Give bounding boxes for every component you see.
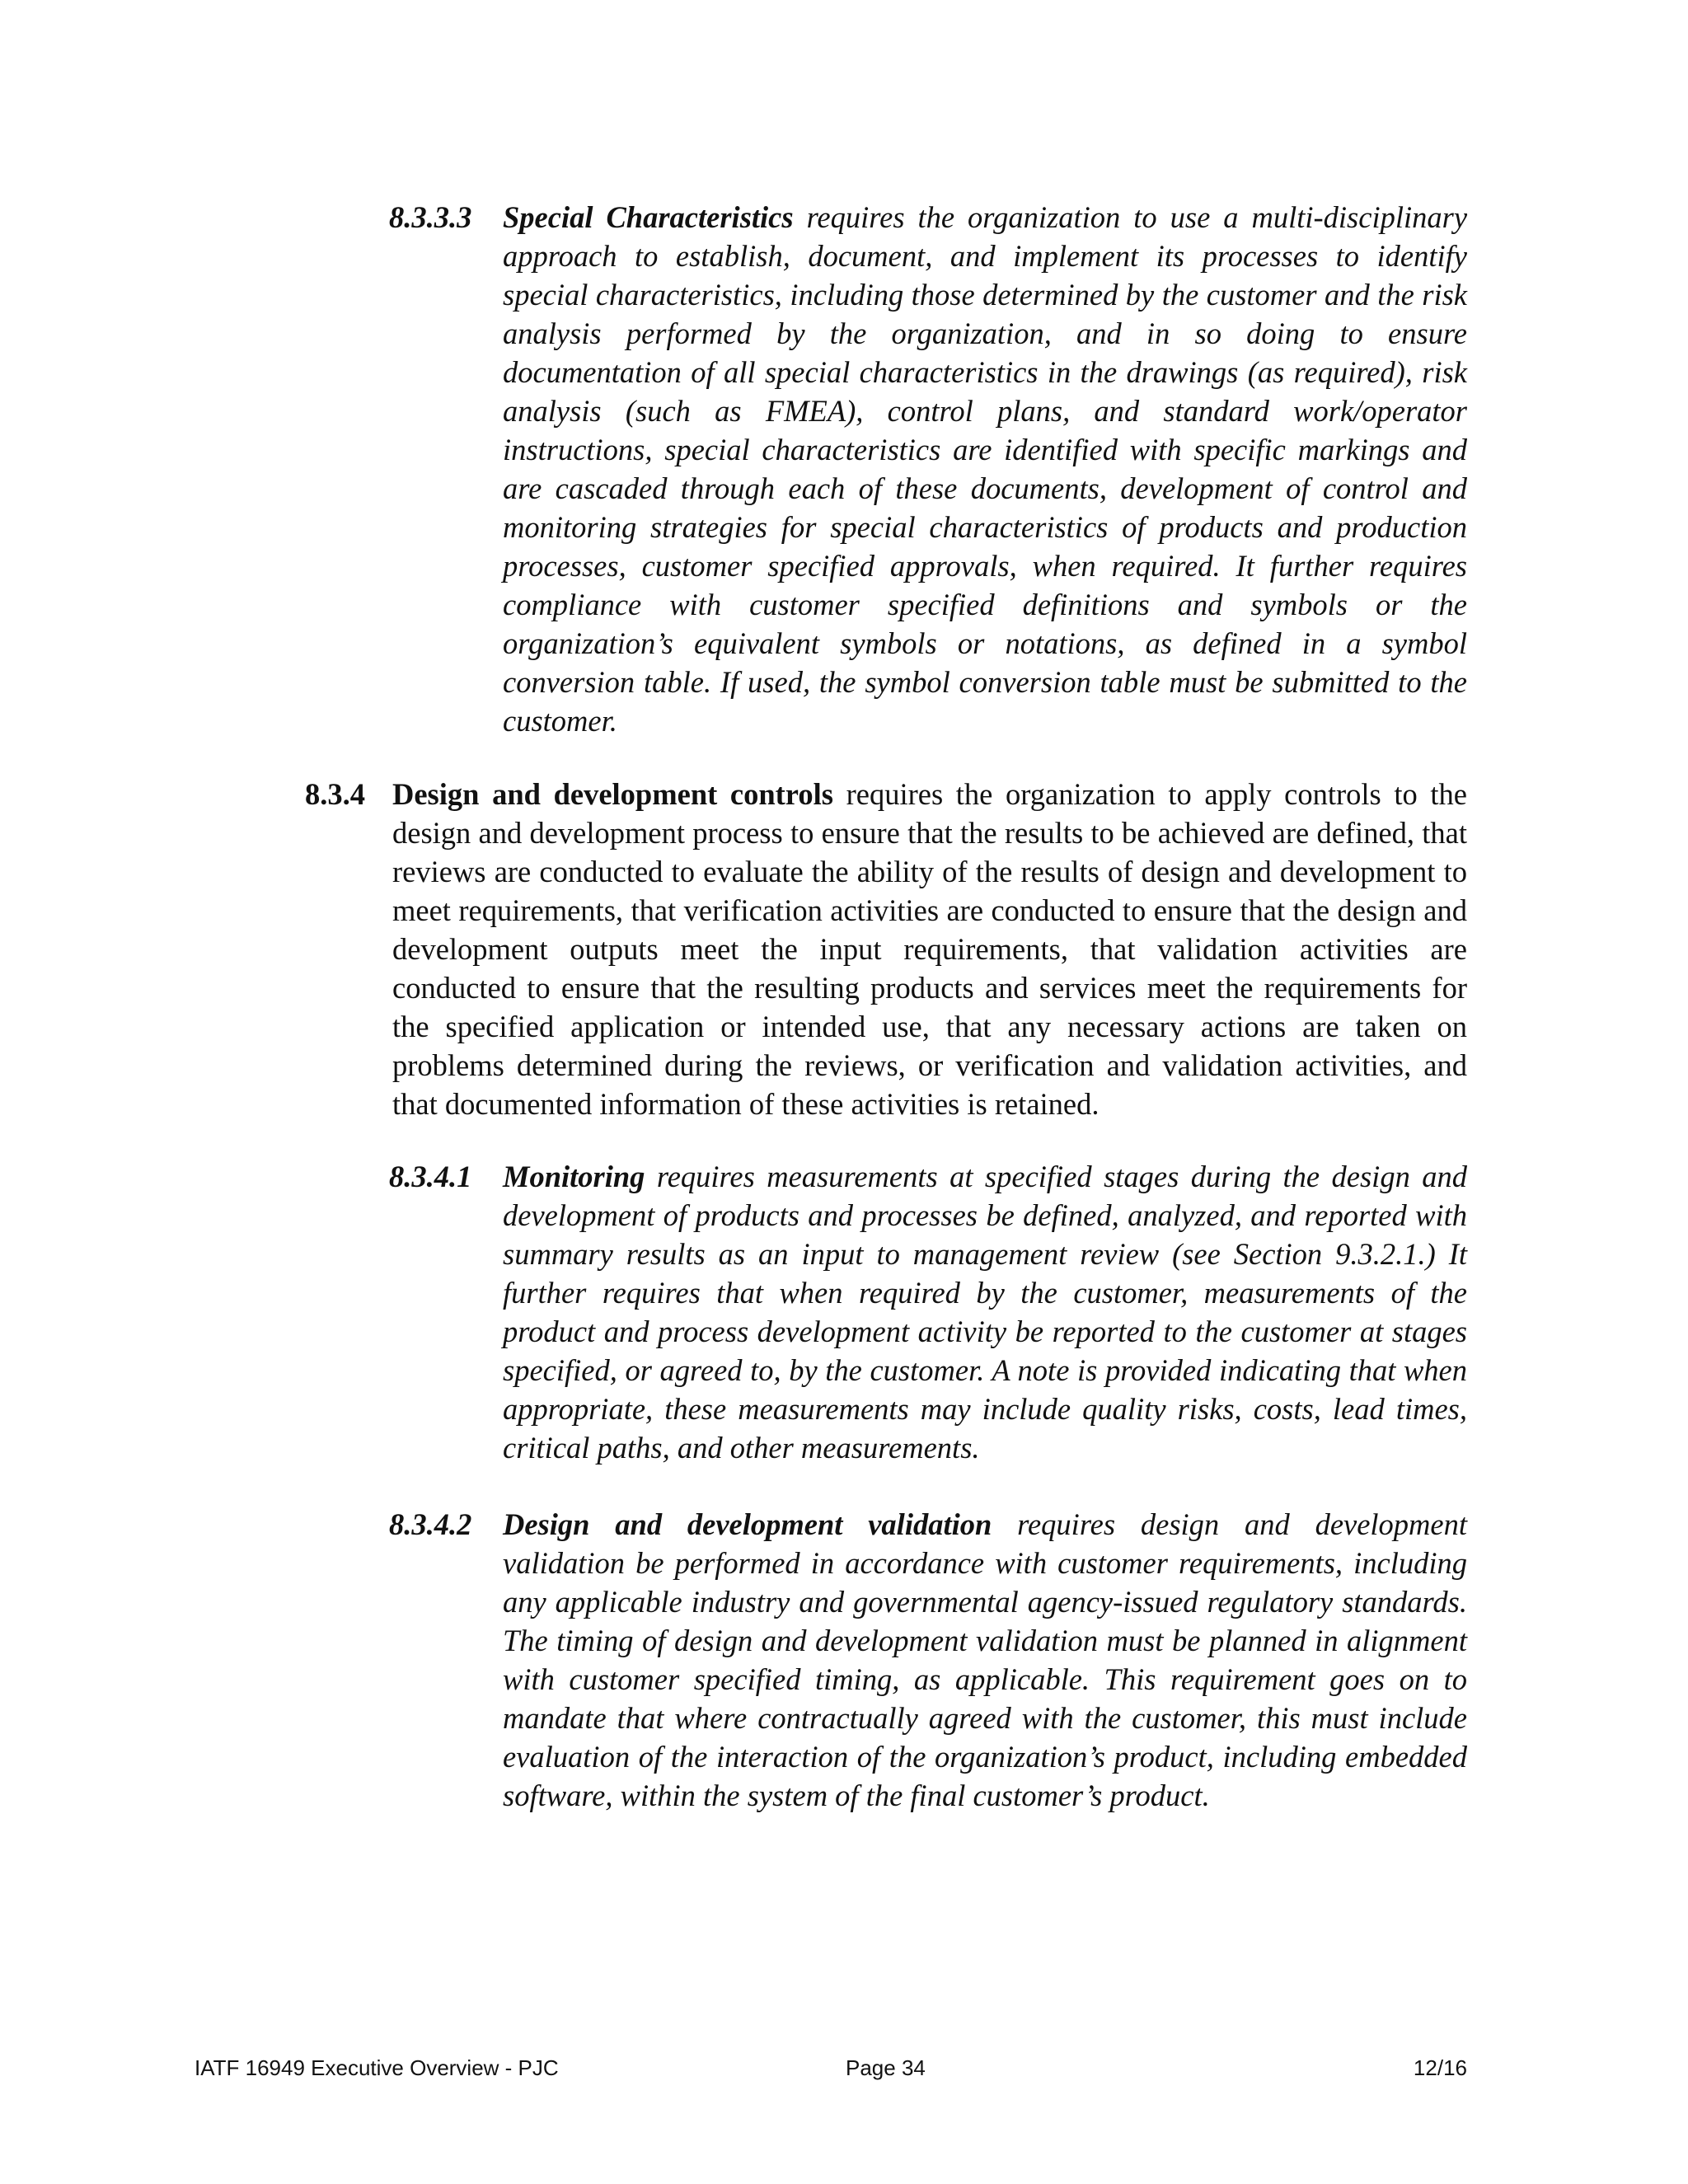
section-heading: Monitoring bbox=[503, 1160, 645, 1193]
section-text: requires design and development validation be performed in accordance with customer requirements, including any applicable industry and governmental agency-issued regulatory standards. The timing of design and development validation must be planned in alignment with customer specified timing, as applicable. This requirement goes on to mandate that where contractually agreed with the customer, this must include evaluation of the interaction of the organization’s product, including embedded software, within the system of the final customer’s product. bbox=[503, 1507, 1468, 1812]
section-number: 8.3.3.3 bbox=[389, 200, 472, 234]
section-body bbox=[503, 198, 1467, 740]
section-text: requires the organization to apply controls to the design and development process to ensure that the results to be achieved are defined, that reviews are conducted to evaluate the ability of the results of design and development to meet requirements, that verification activities are conducted to ensure that the design and development outputs meet the input requirements, that validation activities are conducted to ensure that the resulting products and services meet the requirements for the specified application or intended use, that any necessary actions are taken on problems determined during the reviews, or verification and validation activities, and that documented information of these activities is retained. bbox=[392, 777, 1468, 1121]
footer-date: 12/16 bbox=[1413, 2055, 1467, 2080]
section-text: requires the organization to use a multi-disciplinary approach to establish, document, and implement its processes to identify special characteristics, including those determined by the customer and the risk analysis performed by the organization, and in so doing to ensure documentation of all special characteristics in the drawings (as required), risk analysis (such as FMEA), control plans, and standard work/operator instructions, special characteristics are identified with specific markings and are cascaded through each of these documents, development of control and monitoring strategies for special characteristics of products and production processes, customer specified approvals, when required. It further requires compliance with customer specified definitions and symbols or the organization’s equivalent symbols or notations, as defined in a symbol conversion table. If used, the symbol conversion table must be submitted to the customer. bbox=[503, 200, 1468, 738]
footer-page-number: Page 34 bbox=[846, 2055, 926, 2080]
section-8-3-3-3 bbox=[389, 198, 1467, 740]
section-body bbox=[392, 775, 1467, 1123]
footer-document-title: IATF 16949 Executive Overview - PJC bbox=[195, 2055, 559, 2080]
section-heading: Design and development controls bbox=[392, 777, 833, 811]
section-heading: Design and development validation bbox=[503, 1507, 992, 1541]
section-number: 8.3.4.2 bbox=[389, 1507, 472, 1541]
section-text: requires measurements at specified stages during the design and development of products and processes be defined, analyzed, and reported with summary results as an input to management review (see Section 9.3.2.1.) It further requires that when required by the customer, measurements of the product and process development activity be reported to the customer at stages specified, or agreed to, by the customer. A note is provided indicating that when appropriate, these measurements may include quality risks, costs, lead times, critical paths, and other measurements. bbox=[503, 1160, 1467, 1465]
section-8-3-4 bbox=[305, 775, 1467, 1123]
section-number: 8.3.4 bbox=[305, 777, 365, 811]
section-body bbox=[503, 1157, 1467, 1467]
section-number: 8.3.4.1 bbox=[389, 1160, 472, 1193]
section-8-3-4-1 bbox=[389, 1157, 1467, 1467]
section-8-3-4-2 bbox=[389, 1505, 1467, 1815]
section-heading: Special Characteristics bbox=[503, 200, 794, 234]
section-body bbox=[503, 1505, 1467, 1815]
